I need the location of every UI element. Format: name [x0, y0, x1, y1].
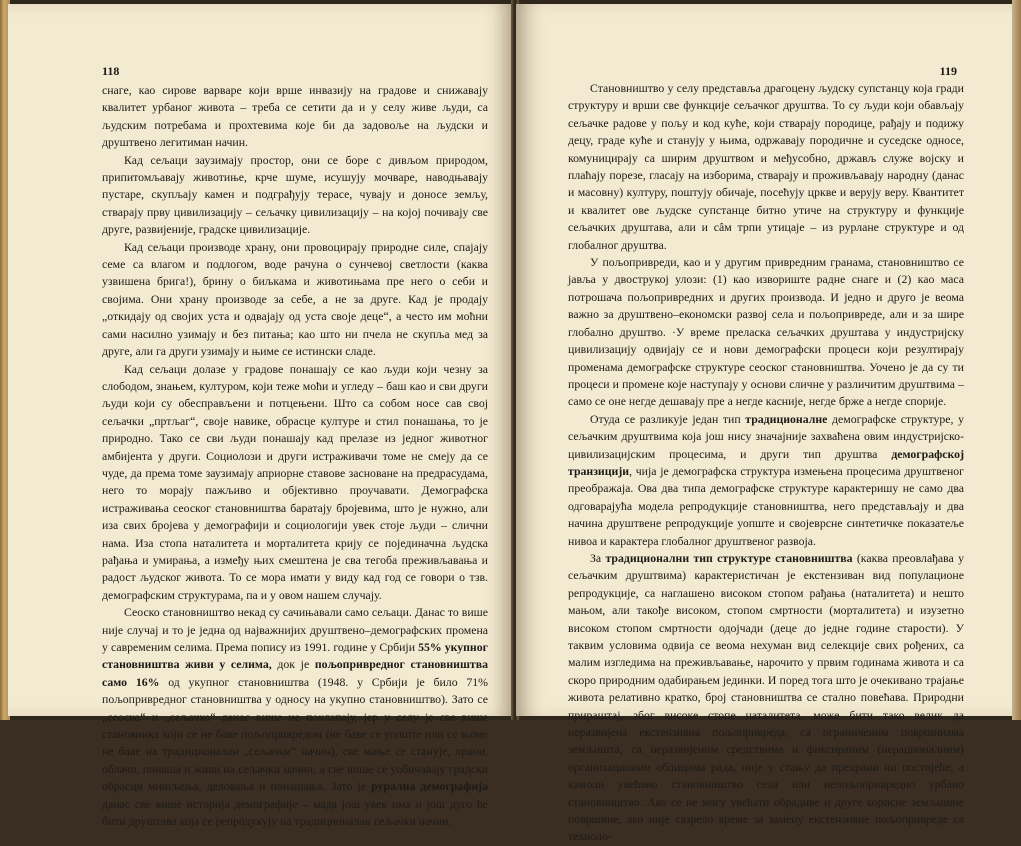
- text-run: Кад сељаци заузимају простор, они се боре с дивљом природом, припитомљавају животиње, крче шуме, исушују мочваре, наводњавају пустаре, скупљају камен и подграђују терасе, чувају и доносе земљу, стварају прву цивилизацију – сељачку цивилизацију – на којој почивају све друге, развијеније, градске цивилизације.: [102, 152, 488, 237]
- paragraph: [102, 239, 488, 361]
- bold-phrase: 55% укупног становништва живи у селима,: [102, 640, 488, 672]
- right-page-number: 119: [939, 64, 957, 78]
- left-page-text: [102, 82, 488, 830]
- text-run: Отуда се разликује један тип: [590, 411, 746, 426]
- text-run: демографске структуре, у сељачким друштвима која још нису значајније захваћена овим индустријско-цивилизацијским процесима, и други тип друштва: [568, 411, 965, 461]
- text-run: данас све више историја демографије – мада још увек има и још дуго ће бити друштава која се репродукују на традиционалан сељачки начин.: [102, 796, 488, 829]
- paragraph: [102, 82, 488, 152]
- paragraph: [568, 411, 964, 550]
- paragraph: [102, 604, 488, 830]
- text-run: , чија је демографска структура измењена процесима друштвеног преображаја. Ова два типа демографске структуре карактеришу не само два одговарајућа модела репродукције становништва, него представљају и два начина друштвене репродукције уопште и својеврсне синтетичке показатеље нивоа и карактера глобалног друштвеног развоја.: [568, 463, 964, 548]
- paragraph: [568, 550, 964, 846]
- paragraph: [102, 361, 488, 605]
- text-run: од укупног становништва (1948. у Србији је било 71% пољопривредног становништва у односу на укупно становништво). Зато се „сеоско“ и „сељачко“ данас више не поклапају, јер у селу је све више становника који се не баве пољопривредом (не баве се уопште или се њоме не баве на традиционалан „сељачки“ начин), све мање се станује, храни, облачи, понаша и живи на сељачки начин, а све више се уобичавају градски обрасци мишљења, деловања и понашања. Зато је: [102, 674, 488, 794]
- text-run: Кад сељаци производе храну, они провоцирају природне силе, спајају семе са влагом и подлогом, воде рачуна о сунчевој светлости (каква узвишена брига!), брину о биљкама и животињама пре него о себи и својима. Они храну производе за себе, а не за друге. Кад је продају „откидају од својих уста и одвајају од уста своје деце“, а често им моћни сами насилно узимају и без питања; као што ни пчела не скупља мед за друге, али га други узимају и њиме се истински сладе.: [102, 239, 488, 359]
- text-run: За: [590, 550, 606, 565]
- paragraph: [568, 254, 964, 411]
- right-page-text: [568, 80, 964, 846]
- text-run: Сеоско становништво некад су сачињавали само сељаци. Данас то више није случај и то је једна од најважнијих друштвено–демографских промена у савременим селима. Према попису из 1991. године у Србији: [102, 605, 488, 654]
- bold-phrase: рурална демографија: [371, 779, 488, 794]
- text-run: снаге, као сирове варваре који врше инвазију на градове и снижавају квалитет урбаног живота – треба се сетити да и у селу живе људи, са људским потребама и прохтевима које би да задовоље на људски и друштвено легитиман начин.: [102, 83, 488, 150]
- left-page: [8, 4, 513, 829]
- text-run: Кад сељаци долазе у градове понашају се као људи који чезну за слободом, знањем, културом, који теже моћи и угледу – баш као и сви други људи који су обесправљени и потцењени. Што са собом носе сав свој сељачки „пртљаг“, своје навике, обрасце културе и стил понашања, то је природно. Тако се сви људи понашају кад прелазе из једног животног амбијента у други. Социолози и други истраживачи томе не смеју да се чуде, да према томе заузимају априорне ставове засноване на предрасудама, него то морају пажљиво и објективно проучавати. Демографска истраживања сеоског становништва баратају бројевима, што је нужно, али иза свих бројева у демографији и социологији увек стоје људи – слични нама. Иза стопа наталитета и морталитета крију се појединачна људска рађања и умирања, а између њих смештена је сва тегоба преживљавања и радост људског живота. То се мора имати у виду кад год се говори о тзв. демографским структурама, па и у овом нашем случају.: [102, 361, 488, 602]
- text-run: Становништво у селу представља драгоцену људску супстанцу која гради структуру и врши све функције сељачког друштва. То су људи који обављају сељачке радове у пољу и код куће, који стварају породице, рађају и подижу децу, граде куће и станују у њима, одржавају породичне и суседске односе, комуницирају са ширим друштвом и међусобно, држављ служе војску и плаћају порезе, гласају на изборима, стварају и проживљавају народну (данас и масовну) културу, поштују обичаје, посећују цркве и верују веру. Квантитет и квалитет ове људске супстанце битно утиче на структуру и функције сељачких друштава, али и сâм трпи утицаје – из рурлане структуре и од глобалног друштва.: [568, 81, 964, 252]
- bold-phrase: традиционалне: [745, 411, 828, 426]
- left-page-number: 118: [102, 64, 120, 78]
- bold-phrase: пољопривредног становништва само 16%: [102, 657, 488, 689]
- bold-phrase: демографској транзицији: [568, 446, 964, 478]
- text-run: док је: [271, 657, 315, 672]
- paragraph: [102, 152, 488, 239]
- text-run: (каква преовлађава у сељачким друштвима) карактеристичан је екстензиван вид популационе репродукције, са наглашено високом стопом рађања (наталитета) и нешто мањом, али такође високом, стопом смртности (морталитета) и изузетно високом стопом смртности одојчади (деце до једне године старости). У таквим условима одвија се веома нехуман вид селекције свих рођених, са малим изгледима на преживљавање, нарочито у првим годинама живота и са скоро природним одабирањем јединки. И поред тога што је очекивано трајање живота релативно кратко, број становништва се стално повећава. Природни прираштај, због високе стопе наталитета, може бити тако велик да неразвијена екстензивна пољопривреда, са ограниченим површинама земљишта, са неразвијеним средствима и фиксираним (нерационалним) организационим облицима рада, није у стању да прехрани ни постојеће, а камоли увећано становништво села или непољопривредно урбано становништво. Ако се не могу увећати обрадиве и друге корисне земљишне површине, ако није сазрело време за замену екстензивне пољопривреде са техноло-: [568, 550, 964, 844]
- right-page-edges: [1012, 0, 1021, 720]
- right-page: [516, 4, 1013, 844]
- text-run: У пољопривреди, као и у другим привредним гранама, становништво се јавља у двострукој улози: (1) као извориште радне снаге и (2) као маса потрошача пољопривредних и других производа. И једно и друго је веома важно за друштвено–економски развој села и пољопривреде, али и за шире глобално друштво. ·У време преласка сељачких друштава у индустријску цивилизацију одвијају се и нови демографски процеси који резултирају променама демографске структуре сеоског становништва. Уочено је да су ти процеси и промене које наступају у основи сличне у различитим друштвима – само се оне негде дешавају пре а негде касније, негде брже а негде спорије.: [568, 255, 964, 409]
- bold-phrase: традиционални тип структуре становништва: [605, 550, 853, 565]
- paragraph: [568, 80, 964, 254]
